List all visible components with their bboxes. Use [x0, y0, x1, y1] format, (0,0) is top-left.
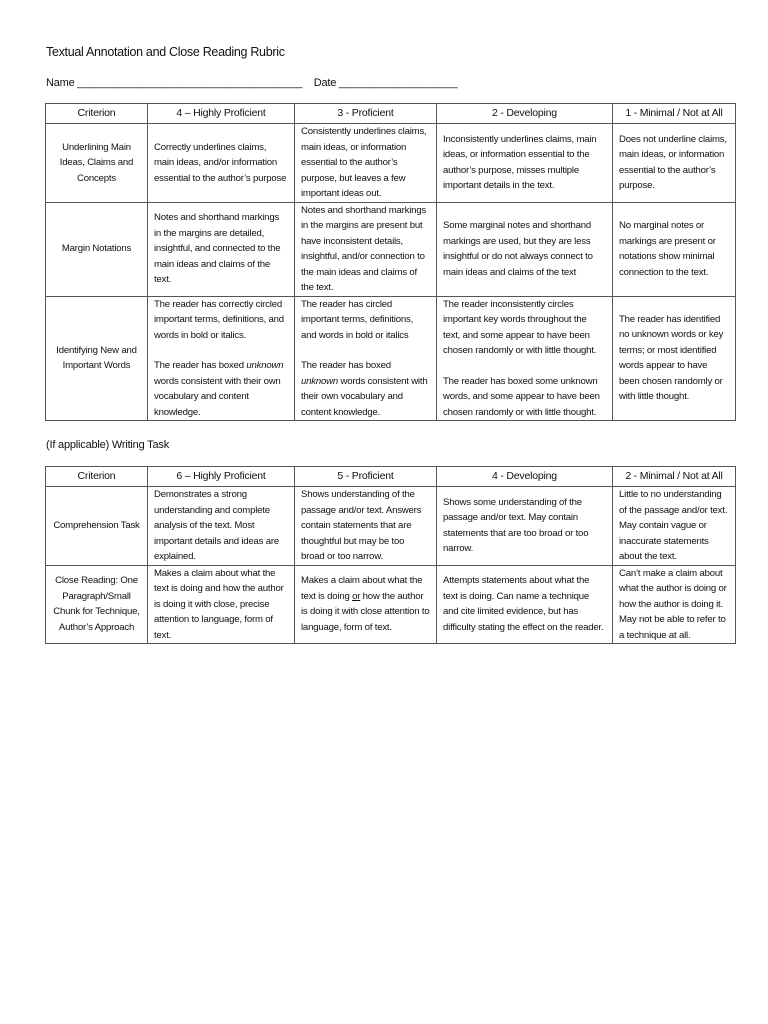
table-row: [46, 487, 736, 566]
paragraph-gap: [154, 343, 288, 358]
rubric-cell: Does not underline claims, main ideas, or information essential to the author’s purpose.: [613, 124, 736, 203]
cell-paragraph: The reader inconsistently circles important key words throughout the text, and some appear to have been chosen randomly or with little thought.: [443, 298, 597, 356]
name-date-line: [46, 77, 457, 89]
date-label: Date: [313, 77, 337, 89]
cell-paragraph: words consistent with their own vocabulary and content knowledge.: [301, 375, 428, 418]
column-header: 4 – Highly Proficient: [148, 104, 295, 124]
column-header: 1 - Minimal / Not at All: [613, 104, 736, 124]
column-header: 6 – Highly Proficient: [148, 467, 295, 487]
table-row: [46, 124, 736, 203]
paragraph-gap: [301, 343, 430, 358]
table-row: [46, 202, 736, 296]
column-header: Criterion: [46, 467, 148, 487]
rubric-cell: Inconsistently underlines claims, main ideas, or information essential to the author’s purpose, misses multiple important details in the text.: [437, 124, 613, 203]
rubric-cell: Shows understanding of the passage and/or text. Answers contain statements that are thoughtful but may be too broad or too narrow.: [295, 487, 437, 566]
cell-paragraph: The reader has boxed some unknown words, and some appear to have been chosen randomly or with little thought.: [443, 375, 600, 418]
name-blank[interactable]: ______________________________________: [77, 77, 303, 89]
underlined-word: or: [352, 590, 361, 602]
cell-paragraph: words consistent with their own vocabulary and content knowledge.: [154, 375, 281, 418]
table-header-row: [46, 467, 736, 487]
table-row: [46, 296, 736, 421]
rubric-cell: [295, 565, 437, 644]
rubric-cell: Can’t make a claim about what the author is doing or how the author is doing it. May not be able to refer to a technique at all.: [613, 565, 736, 644]
cell-paragraph: The reader has circled important terms, definitions, and words in bold or italics: [301, 298, 414, 341]
table-row: [46, 565, 736, 644]
rubric-cell: Some marginal notes and shorthand markings are used, but they are less insightful or do not always connect to main ideas and claims of the text: [437, 202, 613, 296]
rubric-cell: Little to no understanding of the passage and/or text. May contain vague or inaccurate statements about the text.: [613, 487, 736, 566]
italic-word: unknown: [246, 360, 284, 371]
name-label: Name: [46, 77, 75, 89]
rubric-cell: Demonstrates a strong understanding and complete analysis of the text. Most important details and ideas are explained.: [148, 487, 295, 566]
criterion-cell: Comprehension Task: [46, 487, 148, 566]
rubric-cell: [437, 296, 613, 421]
column-header: 3 - Proficient: [295, 104, 437, 124]
annotation-rubric-table: [45, 103, 736, 421]
italic-word: unknown: [301, 375, 339, 387]
rubric-cell: The reader has identified no unknown words or key terms; or most identified words appear to have been chosen randomly or with little thought.: [613, 296, 736, 421]
criterion-cell: Identifying New and Important Words: [46, 296, 148, 421]
column-header: 2 - Developing: [437, 104, 613, 124]
criterion-cell: Underlining Main Ideas, Claims and Concepts: [46, 124, 148, 203]
rubric-cell: Notes and shorthand markings in the margins are detailed, insightful, and connected to the main ideas and claims of the text.: [148, 202, 295, 296]
rubric-cell: Attempts statements about what the text is doing. Can name a technique and cite limited evidence, but has difficulty stating the effect on the reader.: [437, 565, 613, 644]
rubric-cell: Consistently underlines claims, main ideas, or information essential to the author’s purpose, but leaves a few important ideas out.: [295, 124, 437, 203]
rubric-cell: Makes a claim about what the text is doing and how the author is doing it with close, precise attention to language, form of text.: [148, 565, 295, 644]
column-header: 5 - Proficient: [295, 467, 437, 487]
cell-paragraph: The reader has boxed: [301, 360, 391, 371]
document-title: Textual Annotation and Close Reading Rubric: [46, 45, 285, 59]
writing-task-rubric-table: [45, 466, 736, 644]
rubric-cell: Shows some understanding of the passage and/or text. May contain statements that are too broad or too narrow.: [437, 487, 613, 566]
paragraph-gap: [443, 359, 606, 374]
rubric-cell: [148, 296, 295, 421]
column-header: 4 - Developing: [437, 467, 613, 487]
cell-text: how the author is doing it with close attention to language, form of text.: [301, 590, 430, 633]
column-header: Criterion: [46, 104, 148, 124]
rubric-cell: Correctly underlines claims, main ideas, and/or information essential to the author’s purpose: [148, 124, 295, 203]
rubric-cell: [295, 296, 437, 421]
cell-paragraph: The reader has correctly circled important terms, definitions, and words in bold or italics.: [154, 298, 284, 341]
section-title: (If applicable) Writing Task: [46, 439, 169, 451]
cell-paragraph: The reader has boxed: [154, 360, 247, 371]
table-header-row: [46, 104, 736, 124]
date-blank[interactable]: ____________________: [339, 77, 458, 89]
rubric-cell: No marginal notes or markings are present or notations show minimal connection to the text.: [613, 202, 736, 296]
cell-text: Makes a claim about what the text is doing: [301, 575, 423, 602]
column-header: 2 - Minimal / Not at All: [613, 467, 736, 487]
criterion-cell: Margin Notations: [46, 202, 148, 296]
rubric-cell: Notes and shorthand markings in the margins are present but have inconsistent details, insightful, and/or connection to the main ideas and claims of the text.: [295, 202, 437, 296]
criterion-cell: Close Reading: One Paragraph/Small Chunk for Technique, Author’s Approach: [46, 565, 148, 644]
